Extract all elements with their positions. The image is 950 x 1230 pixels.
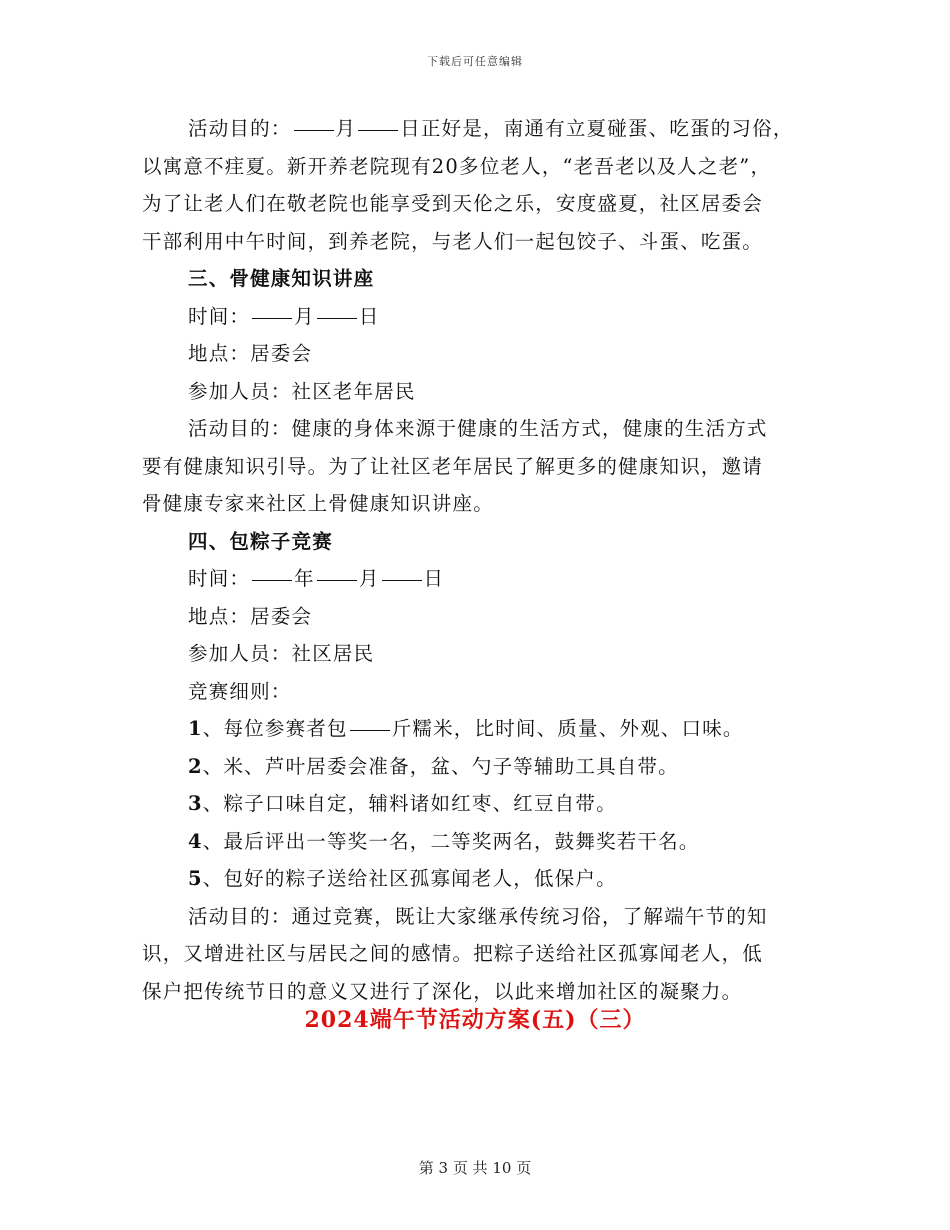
- text-span: 活动目的：: [188, 117, 292, 140]
- fill-blank: [252, 317, 292, 319]
- rule-number: 4: [188, 829, 203, 853]
- text-span: 日: [358, 304, 380, 328]
- section-heading: 三、骨健康知识讲座: [188, 267, 375, 290]
- time-line: [142, 560, 812, 598]
- text-span: 年: [294, 567, 315, 590]
- purpose-paragraph-line: 骨健康专家来社区上骨健康知识讲座。: [142, 492, 494, 515]
- purpose-paragraph-line: 活动目的：通过竞赛，既让大家继承传统习俗，了解端午节的知: [188, 904, 768, 928]
- purpose-paragraph-line: [142, 110, 812, 148]
- participants-line: 参加人员：社区居民: [188, 642, 375, 665]
- purpose-paragraph-line: 以寓意不疰夏。新开养老院现有20多位老人，“老吾老以及人之老”，: [142, 154, 772, 178]
- purpose-paragraph-line: 活动目的：健康的身体来源于健康的生活方式，健康的生活方式: [188, 417, 768, 440]
- text-span: 斤糯米，比时间、质量、外观、口味。: [391, 717, 744, 740]
- rule-item: [142, 710, 812, 748]
- rule-item: [142, 860, 812, 898]
- rule-number: 1: [188, 717, 203, 740]
- fill-blank: [317, 317, 357, 319]
- document-body: [142, 110, 812, 1010]
- text-span: 、每位参赛者包: [202, 717, 348, 740]
- text-span: 月: [335, 117, 357, 140]
- rule-number: 2: [188, 754, 203, 778]
- text-span: 、包好的粽子送给社区孤寡闻老人，低保户。: [202, 867, 617, 890]
- text-span: 月: [294, 304, 315, 328]
- place-line: 地点：居委会: [188, 604, 313, 628]
- text-span: 日正好是，南通有立夏碰蛋、吃蛋的习俗，: [400, 117, 794, 140]
- purpose-paragraph-line: 要有健康知识引导。为了让社区老年居民了解更多的健康知识，邀请: [142, 454, 764, 478]
- purpose-paragraph-line: 干部利用中午时间，到养老院，与老人们一起包饺子、斗蛋、吃蛋。: [142, 229, 764, 253]
- fill-blank: [294, 129, 334, 131]
- page-footer: 第 3 页 共 10 页: [418, 1159, 532, 1177]
- fill-blank: [382, 579, 422, 581]
- text-span: 月: [358, 567, 380, 590]
- fill-blank: [252, 579, 292, 581]
- text-span: 日: [423, 567, 445, 590]
- text-span: 、最后评出一等奖一名，二等奖两名，鼓舞奖若干名。: [202, 829, 700, 853]
- rule-item: [142, 748, 812, 786]
- participants-line: 参加人员：社区老年居民: [188, 379, 416, 403]
- text-span: 、米、芦叶居委会准备，盆、勺子等辅助工具自带。: [202, 754, 679, 778]
- next-section-title: 2024端午节活动方案(五)（三）: [304, 1007, 646, 1033]
- text-span: 、粽子口味自定，辅料诸如红枣、红豆自带。: [202, 792, 617, 815]
- text-span: 时间：: [188, 304, 251, 328]
- rules-label: 竞赛细则：: [188, 679, 292, 703]
- purpose-paragraph-line: 为了让老人们在敬老院也能享受到天伦之乐，安度盛夏，社区居委会: [142, 192, 764, 215]
- rule-item: [142, 785, 812, 823]
- text-span: 时间：: [188, 567, 251, 590]
- fill-blank: [317, 579, 357, 581]
- rule-number: 3: [188, 792, 203, 815]
- fill-blank: [358, 129, 398, 131]
- purpose-paragraph-line: 识，又增进社区与居民之间的感情。把粽子送给社区孤寡闻老人，低: [142, 942, 764, 965]
- fill-blank: [350, 729, 390, 731]
- section-heading: 四、包粽子竞赛: [188, 529, 333, 553]
- page-header: 下载后可任意编辑: [427, 55, 523, 68]
- purpose-paragraph-line: 保户把传统节日的意义又进行了深化，以此来增加社区的凝聚力。: [142, 979, 743, 1003]
- rule-item: [142, 823, 812, 861]
- time-line: [142, 298, 812, 336]
- place-line: 地点：居委会: [188, 342, 313, 365]
- rule-number: 5: [188, 867, 203, 890]
